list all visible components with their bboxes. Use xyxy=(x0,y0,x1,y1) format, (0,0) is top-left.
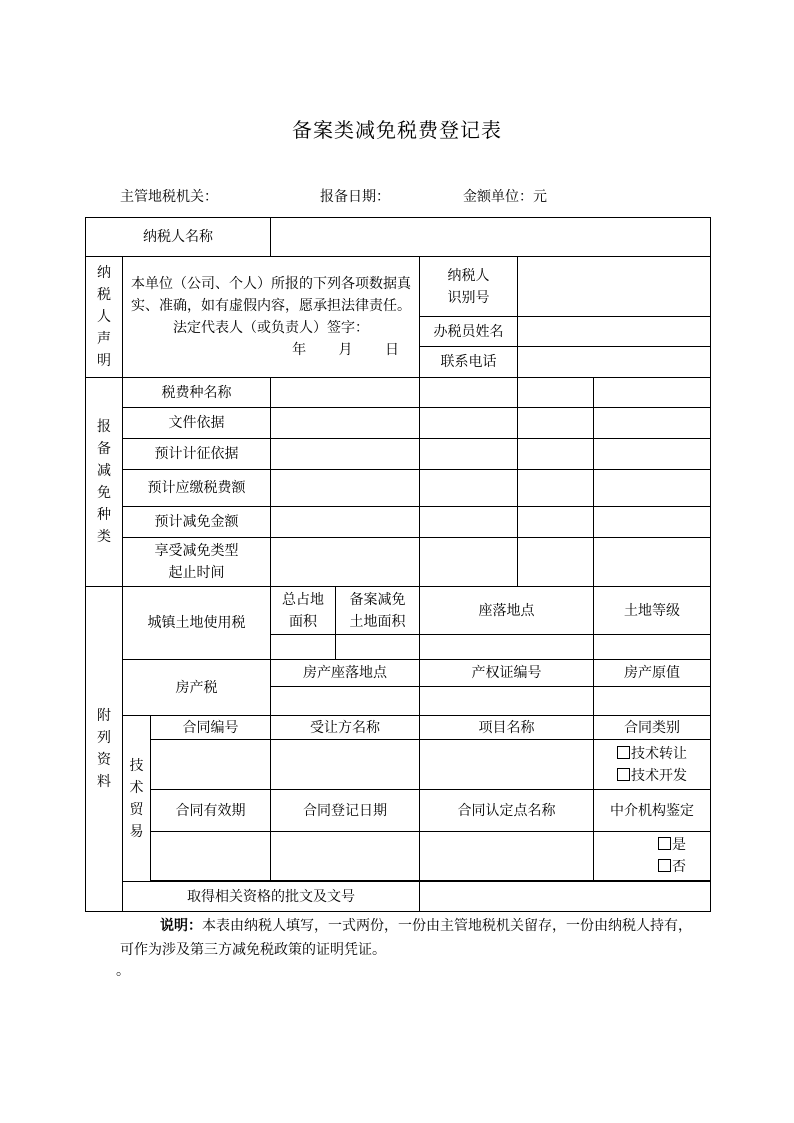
relief-cell[interactable] xyxy=(594,507,711,538)
land-use-tax-label: 城镇土地使用税 xyxy=(123,587,271,660)
statement-text: 本单位（公司、个人）所报的下列各项数据真实、准确，如有虚假内容，愿承担法律责任。 xyxy=(131,276,411,314)
form-title: 备案类减免税费登记表 xyxy=(292,118,502,142)
relief-cell[interactable] xyxy=(594,408,711,439)
appraisal-no-checkbox[interactable] xyxy=(658,859,671,872)
tech-trade-label: 技 术 贸 易 xyxy=(123,716,151,882)
project-name-label: 项目名称 xyxy=(420,716,594,740)
land-grade-field[interactable] xyxy=(594,635,711,660)
contract-no-label: 合同编号 xyxy=(151,716,271,740)
property-original-value-field[interactable] xyxy=(594,687,711,716)
relief-cell[interactable] xyxy=(271,408,420,439)
relief-cell[interactable] xyxy=(271,538,420,587)
attachments-section-label: 附 列 资 料 xyxy=(86,587,123,912)
appraisal-no-option[interactable]: 否 xyxy=(636,856,708,878)
note-text: 本表由纳税人填写，一式两份，一份由主管地税机关留存，一份由纳税人持有，可作为涉及第三方减免税政策的证明凭证。 xyxy=(120,918,692,958)
contract-no-field[interactable] xyxy=(151,740,271,790)
relief-cell[interactable] xyxy=(518,439,594,470)
relief-cell[interactable] xyxy=(271,378,420,408)
tech-transfer-option[interactable]: 技术转让 xyxy=(596,743,708,765)
relief-section-label: 报 备 减 免 种 类 xyxy=(86,378,123,587)
filed-area-field[interactable] xyxy=(336,635,420,660)
land-grade-label: 土地等级 xyxy=(594,587,711,635)
total-area-field[interactable] xyxy=(271,635,336,660)
taxpayer-id-field[interactable] xyxy=(518,257,711,317)
relief-cell[interactable] xyxy=(420,378,518,408)
assignee-name-field[interactable] xyxy=(271,740,420,790)
contract-validity-field[interactable] xyxy=(151,832,271,881)
contract-validity-label: 合同有效期 xyxy=(151,790,271,832)
relief-cell[interactable] xyxy=(518,470,594,507)
relief-cell[interactable] xyxy=(518,408,594,439)
amount-unit-label: 金额单位：元 xyxy=(463,189,547,205)
tax-authority-label: 主管地税机关： xyxy=(120,189,218,205)
relief-cell[interactable] xyxy=(518,378,594,408)
phone-label: 联系电话 xyxy=(420,347,518,378)
phone-field[interactable] xyxy=(518,347,711,378)
relief-cell[interactable] xyxy=(271,507,420,538)
total-area-label: 总占地 面积 xyxy=(271,587,336,635)
assignee-name-label: 受让方名称 xyxy=(271,716,420,740)
trailing-mark: 。 xyxy=(116,963,130,979)
relief-cell[interactable] xyxy=(594,378,711,408)
approval-doc-label: 取得相关资格的批文及文号 xyxy=(123,882,420,912)
relief-type-period-label: 享受减免类型 起止时间 xyxy=(123,538,271,587)
report-date-label: 报备日期： xyxy=(320,189,390,205)
relief-cell[interactable] xyxy=(271,439,420,470)
levy-basis-label: 预计计征依据 xyxy=(123,439,271,470)
land-location-field[interactable] xyxy=(420,635,594,660)
property-cert-no-label: 产权证编号 xyxy=(420,660,594,687)
appraisal-yes-option[interactable]: 是 xyxy=(636,834,708,856)
relief-cell[interactable] xyxy=(594,470,711,507)
statement-date: 年 月 日 xyxy=(292,342,399,358)
relief-cell[interactable] xyxy=(420,538,518,587)
tax-type-name-label: 税费种名称 xyxy=(123,378,271,408)
contract-reg-date-field[interactable] xyxy=(271,832,420,881)
filed-area-label: 备案减免 土地面积 xyxy=(336,587,420,635)
contract-reg-date-label: 合同登记日期 xyxy=(271,790,420,832)
taxpayer-name-field[interactable] xyxy=(271,218,711,257)
clerk-name-field[interactable] xyxy=(518,317,711,347)
relief-cell[interactable] xyxy=(594,439,711,470)
tax-payable-label: 预计应缴税费额 xyxy=(123,470,271,507)
relief-cell[interactable] xyxy=(420,470,518,507)
approval-doc-field[interactable] xyxy=(420,882,711,912)
property-location-field[interactable] xyxy=(271,687,420,716)
tech-development-option[interactable]: 技术开发 xyxy=(596,765,708,787)
cert-point-name-field[interactable] xyxy=(420,832,594,881)
project-name-field[interactable] xyxy=(420,740,594,790)
relief-amount-label: 预计减免金额 xyxy=(123,507,271,538)
appraisal-options xyxy=(594,832,711,881)
relief-cell[interactable] xyxy=(420,507,518,538)
property-location-label: 房产座落地点 xyxy=(271,660,420,687)
explanation-note xyxy=(120,914,700,962)
land-location-label: 座落地点 xyxy=(420,587,594,635)
contract-type-options xyxy=(594,740,711,790)
note-label: 说明： xyxy=(160,918,202,934)
relief-cell[interactable] xyxy=(518,538,594,587)
taxpayer-id-label: 纳税人 识别号 xyxy=(420,257,518,317)
statement-text-cell xyxy=(123,257,420,378)
relief-cell[interactable] xyxy=(271,470,420,507)
tech-transfer-checkbox[interactable] xyxy=(617,746,630,759)
tech-development-checkbox[interactable] xyxy=(617,768,630,781)
property-tax-label: 房产税 xyxy=(123,660,271,716)
registration-form-table xyxy=(85,217,711,912)
property-original-value-label: 房产原值 xyxy=(594,660,711,687)
cert-point-name-label: 合同认定点名称 xyxy=(420,790,594,832)
agency-appraisal-label: 中介机构鉴定 xyxy=(594,790,711,832)
signature-label: 法定代表人（或负责人）签字： xyxy=(173,320,369,336)
appraisal-yes-checkbox[interactable] xyxy=(658,837,671,850)
taxpayer-name-label: 纳税人名称 xyxy=(86,218,271,257)
relief-cell[interactable] xyxy=(420,439,518,470)
contract-type-label: 合同类别 xyxy=(594,716,711,740)
document-basis-label: 文件依据 xyxy=(123,408,271,439)
relief-cell[interactable] xyxy=(594,538,711,587)
clerk-name-label: 办税员姓名 xyxy=(420,317,518,347)
property-cert-no-field[interactable] xyxy=(420,687,594,716)
relief-cell[interactable] xyxy=(518,507,594,538)
statement-section-label: 纳 税 人 声 明 xyxy=(86,257,123,378)
relief-cell[interactable] xyxy=(420,408,518,439)
